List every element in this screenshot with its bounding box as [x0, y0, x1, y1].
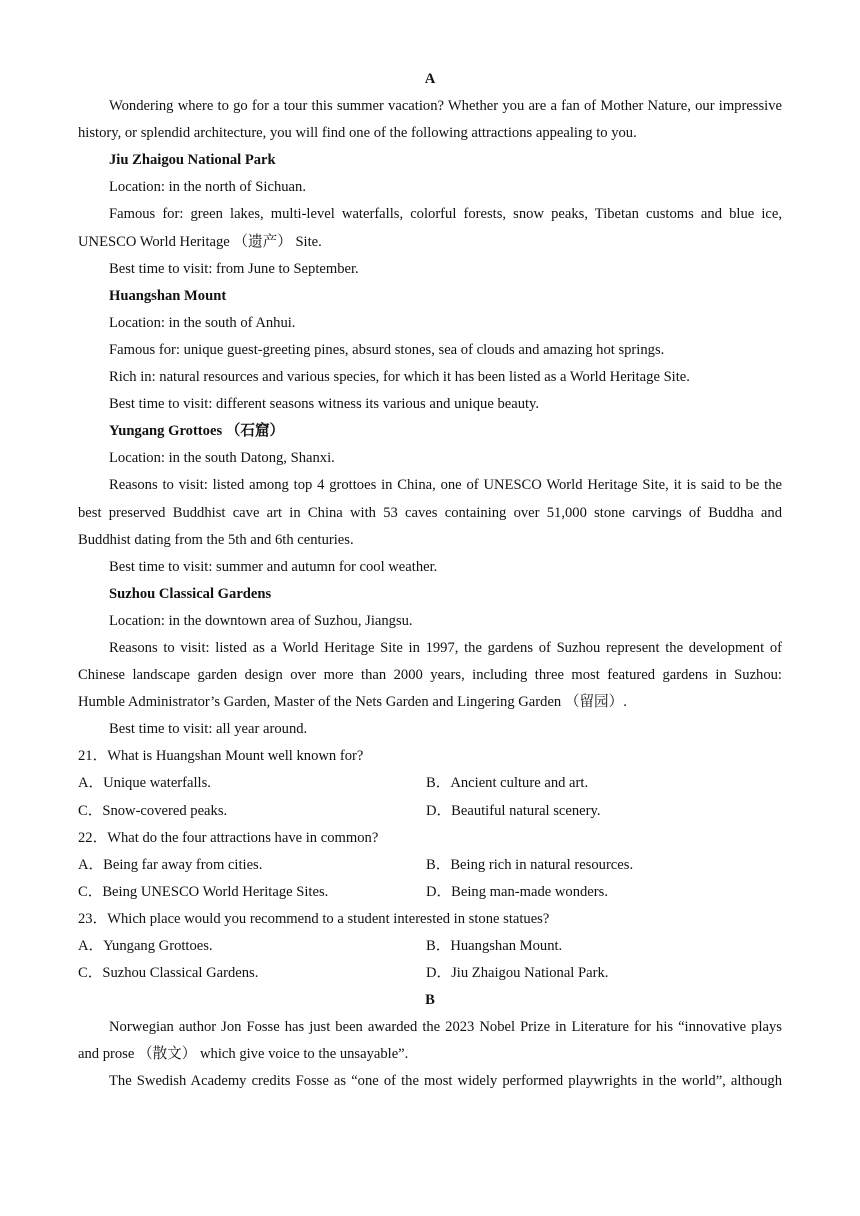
page-content: [78, 66, 782, 1096]
option-a[interactable]: A．Unique waterfalls.: [78, 775, 211, 792]
attraction-location: Location: in the downtown area of Suzhou, Jiangsu.: [109, 612, 413, 629]
attraction-best-time: Best time to visit: from June to September.: [109, 260, 359, 277]
attraction-title-jiuzhaigou: Jiu Zhaigou National Park: [109, 152, 276, 169]
option-b[interactable]: B．Being rich in natural resources.: [426, 856, 634, 873]
option-c[interactable]: C．Being UNESCO World Heritage Sites.: [78, 883, 329, 900]
option-b[interactable]: B．Huangshan Mount.: [426, 938, 563, 954]
passage-b-para1-line-1: Norwegian author Jon Fosse has just been awarded the 2023 Nobel Prize in Literature for his “innovative plays: [109, 1019, 782, 1036]
attraction-famous-line-2: UNESCO World Heritage （遗产） Site.: [78, 233, 322, 250]
option-d[interactable]: D．Jiu Zhaigou National Park.: [426, 965, 609, 982]
question-22-options-row-1: [78, 852, 782, 879]
option-a[interactable]: A．Being far away from cities.: [78, 856, 263, 873]
question-21-options-row-1: [78, 770, 782, 797]
passage-b-para1-line-2: and prose （散文） which give voice to the unsayable”.: [78, 1046, 409, 1063]
option-c[interactable]: C．Snow-covered peaks.: [78, 802, 228, 819]
question-21-options-row-2: [78, 798, 782, 825]
attraction-best-time: Best time to visit: summer and autumn for cool weather.: [109, 558, 438, 575]
attraction-reasons-line-2: best preserved Buddhist cave art in China with 53 caves containing over 51,000 stone carvings of Buddha and: [78, 504, 782, 521]
question-23-options-row-2: [78, 960, 782, 987]
attraction-reasons-line-1: Reasons to visit: listed as a World Heritage Site in 1997, the gardens of Suzhou represent the development of: [109, 639, 782, 656]
intro-line-2: history, or splendid architecture, you will find one of the following attractions appealing to you.: [78, 125, 637, 142]
attraction-title-huangshan: Huangshan Mount: [109, 287, 227, 304]
attraction-reasons-line-2: Chinese landscape garden design over more than 2000 years, including three most featured gardens in Suzhou:: [78, 667, 782, 684]
section-a-heading: A: [424, 71, 436, 87]
option-d[interactable]: D．Being man-made wonders.: [426, 883, 608, 900]
option-d[interactable]: D．Beautiful natural scenery.: [426, 802, 601, 819]
question-21-stem: 21．What is Huangshan Mount well known for?: [78, 748, 364, 765]
question-23-stem: 23．Which place would you recommend to a student interested in stone statues?: [78, 910, 550, 927]
attraction-reasons-line-3: Humble Administrator’s Garden, Master of the Nets Garden and Lingering Garden （留园）.: [78, 694, 627, 711]
attraction-famous: Famous for: unique guest-greeting pines, absurd stones, sea of clouds and amazing hot springs.: [109, 341, 665, 358]
attraction-best-time: Best time to visit: different seasons witness its various and unique beauty.: [109, 396, 540, 413]
attraction-rich-in: Rich in: natural resources and various species, for which it has been listed as a World Heritage Site.: [109, 369, 690, 386]
attraction-best-time: Best time to visit: all year around.: [109, 721, 308, 738]
attraction-location: Location: in the north of Sichuan.: [109, 179, 306, 196]
intro-line-1: Wondering where to go for a tour this summer vacation? Whether you are a fan of Mother Nature, our impressive: [109, 98, 782, 115]
attraction-famous-line-1: Famous for: green lakes, multi-level waterfalls, colorful forests, snow peaks, Tibetan customs and blue ice,: [109, 206, 782, 223]
option-b[interactable]: B．Ancient culture and art.: [426, 775, 589, 792]
section-b-heading: B: [425, 992, 435, 1009]
option-c[interactable]: C．Suzhou Classical Gardens.: [78, 965, 259, 982]
question-22-stem: 22．What do the four attractions have in common?: [78, 829, 379, 846]
question-23-options-row-1: [78, 933, 782, 960]
attraction-title-suzhou: Suzhou Classical Gardens: [109, 585, 272, 602]
option-a[interactable]: A．Yungang Grottoes.: [78, 938, 213, 954]
passage-b-para2-line-1: The Swedish Academy credits Fosse as “one of the most widely performed playwrights in the world”, although: [109, 1073, 782, 1090]
attraction-reasons-line-3: Buddhist dating from the 5th and 6th centuries.: [78, 531, 354, 548]
attraction-location: Location: in the south Datong, Shanxi.: [109, 450, 335, 467]
question-22-options-row-2: [78, 879, 782, 906]
attraction-location: Location: in the south of Anhui.: [109, 314, 296, 331]
attraction-reasons-line-1: Reasons to visit: listed among top 4 grottoes in China, one of UNESCO World Heritage Site, it is said to be the: [109, 477, 782, 494]
attraction-title-yungang: Yungang Grottoes （石窟）: [109, 423, 285, 440]
